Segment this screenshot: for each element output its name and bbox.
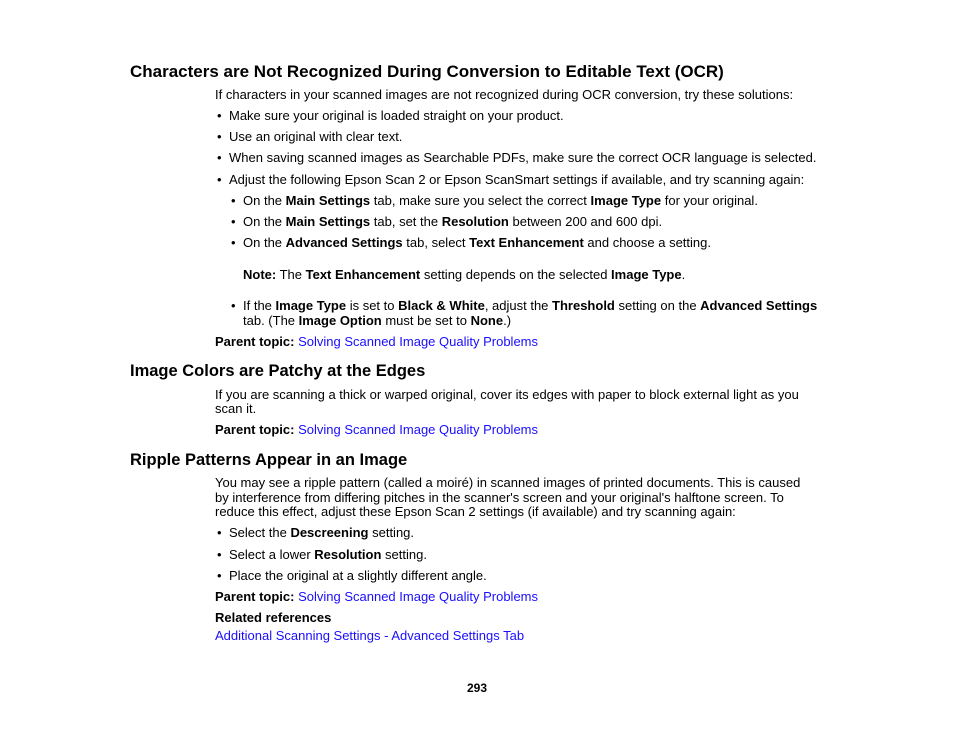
bullet-marker: • <box>217 172 222 187</box>
page-number: 293 <box>466 681 488 695</box>
bullet-marker: • <box>217 108 222 123</box>
sub-bullet-marker: • <box>231 193 236 208</box>
note-text: Note: The Text Enhancement setting depends on the selected Image Type. <box>243 267 686 282</box>
bullet-item: Make sure your original is loaded straight on your product. <box>229 108 564 123</box>
parent-topic: Parent topic: Solving Scanned Image Quality Problems <box>215 334 538 349</box>
related-reference-link[interactable]: Additional Scanning Settings - Advanced Settings Tab <box>215 628 525 643</box>
bullet-item: Select a lower Resolution setting. <box>229 547 427 562</box>
body-paragraph-line: reduce this effect, adjust these Epson Scan 2 settings (if available) and try scanning again: <box>215 504 736 519</box>
bullet-marker: • <box>217 568 222 583</box>
section-heading-ripple: Ripple Patterns Appear in an Image <box>130 451 408 469</box>
body-paragraph-line: You may see a ripple pattern (called a moiré) in scanned images of printed documents. This is caused <box>215 475 801 490</box>
related-references-heading: Related references <box>215 610 332 625</box>
bullet-item: Place the original at a slightly different angle. <box>229 568 487 583</box>
parent-topic: Parent topic: Solving Scanned Image Quality Problems <box>215 422 538 437</box>
body-paragraph-line: If you are scanning a thick or warped original, cover its edges with paper to block external light as you <box>215 387 799 402</box>
parent-topic: Parent topic: Solving Scanned Image Quality Problems <box>215 589 538 604</box>
bullet-marker: • <box>217 129 222 144</box>
bullet-item: Adjust the following Epson Scan 2 or Epson ScanSmart settings if available, and try scanning again: <box>229 172 805 187</box>
sub-bullet-item: On the Main Settings tab, set the Resolution between 200 and 600 dpi. <box>243 214 663 229</box>
bullet-marker: • <box>217 150 222 165</box>
intro-paragraph: If characters in your scanned images are not recognized during OCR conversion, try these solutions: <box>215 87 794 102</box>
sub-bullet-item-continuation: tab. (The Image Option must be set to None.) <box>243 313 512 328</box>
sub-bullet-item: If the Image Type is set to Black & White, adjust the Threshold setting on the Advanced Settings <box>243 298 818 313</box>
section-heading-colors: Image Colors are Patchy at the Edges <box>130 362 426 380</box>
bullet-marker: • <box>217 547 222 562</box>
bullet-item: When saving scanned images as Searchable PDFs, make sure the correct OCR language is selected. <box>229 150 817 165</box>
parent-topic-link[interactable]: Solving Scanned Image Quality Problems <box>298 422 538 437</box>
sub-bullet-marker: • <box>231 235 236 250</box>
bullet-item: Select the Descreening setting. <box>229 525 415 540</box>
bullet-item: Use an original with clear text. <box>229 129 403 144</box>
parent-topic-link[interactable]: Solving Scanned Image Quality Problems <box>298 334 538 349</box>
sub-bullet-marker: • <box>231 214 236 229</box>
sub-bullet-item: On the Main Settings tab, make sure you select the correct Image Type for your original. <box>243 193 758 208</box>
section-heading-ocr: Characters are Not Recognized During Conversion to Editable Text (OCR) <box>130 62 724 81</box>
sub-bullet-item: On the Advanced Settings tab, select Text Enhancement and choose a setting. <box>243 235 711 250</box>
sub-bullet-marker: • <box>231 298 236 313</box>
body-paragraph-line: scan it. <box>215 401 257 416</box>
related-reference-item <box>215 628 524 643</box>
parent-topic-link[interactable]: Solving Scanned Image Quality Problems <box>298 589 538 604</box>
body-paragraph-line: by interference from differing pitches in the scanner's screen and your original's halftone screen. To <box>215 490 784 505</box>
bullet-marker: • <box>217 525 222 540</box>
